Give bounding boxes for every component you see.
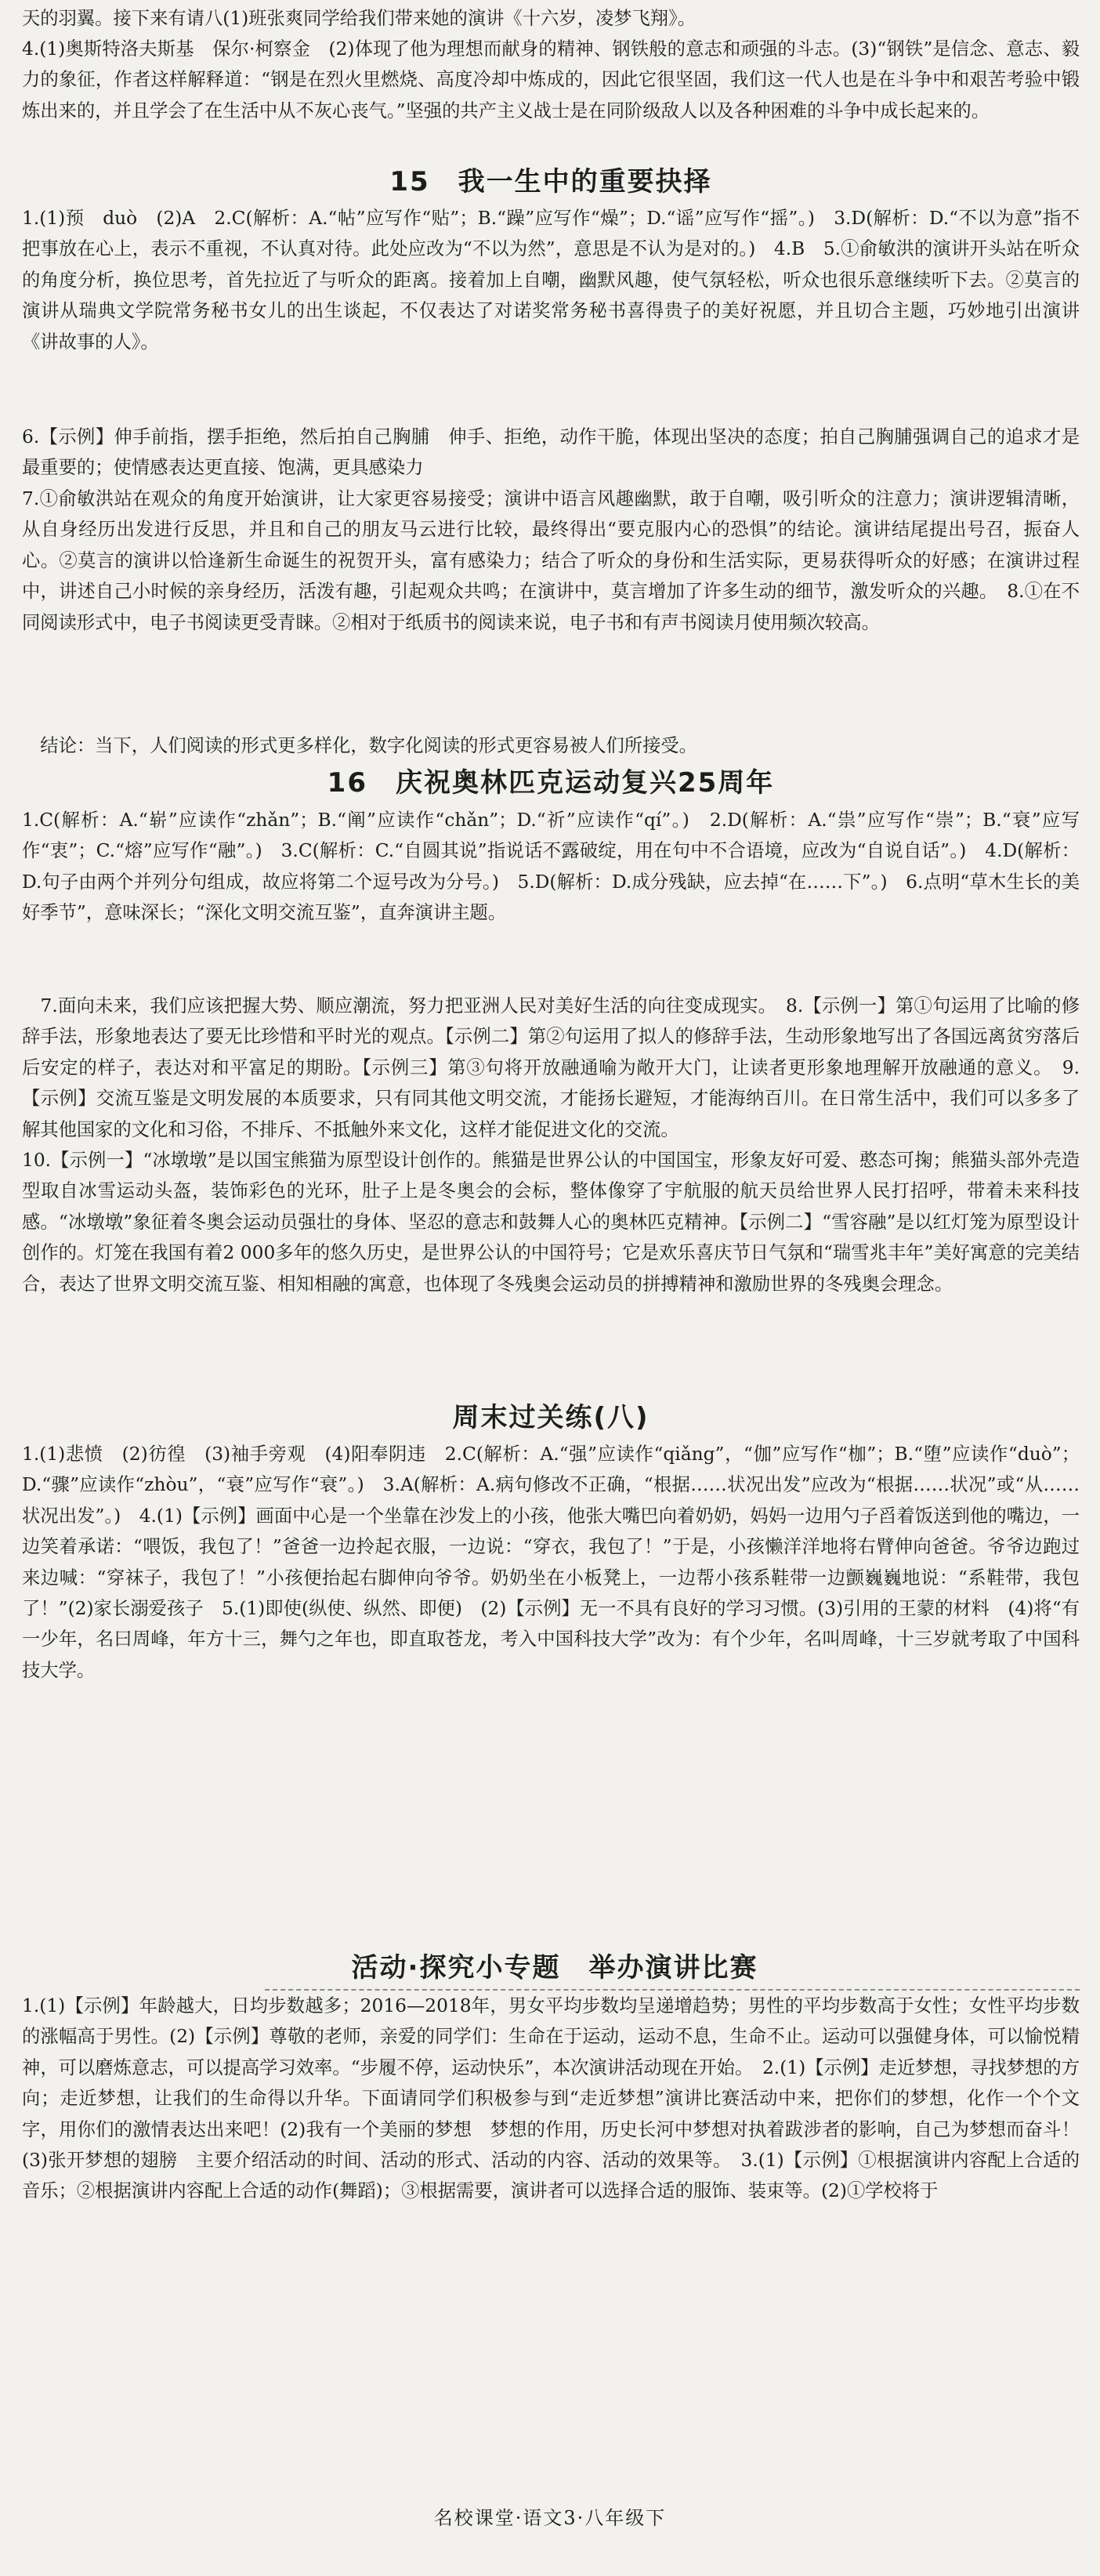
page-footer: 名校课堂·语文3·八年级下 xyxy=(433,2507,667,2529)
answer-paragraph: 7.面向未来，我们应该把握大势、顺应潮流，努力把亚洲人民对美好生活的向往变成现实。 8.【示例一】第①句运用了比喻的修辞手法，形象地表达了要无比珍惜和平时光的观点。【示例二】第②句运用了拟人的修辞手法，生动形象地写出了各国远离贫穷落后后安定的样子，表达对和平富足的期盼。【示例三】第③句将开放融通喻为敞开大门，让读者更形象地理解开放融通的意义。 9.【示例】交流互鉴是文明发展的本质要求，只有同其他文明交流，才能扬长避短，才能海纳百川。在日常生活中，我们可以多多了解其他国家的文化和习俗，不排斥、不抵触外来文化，这样才能促进文化的交流。 xyxy=(22,995,1080,1140)
section-heading: 16 庆祝奥林匹克运动复兴25周年 xyxy=(327,767,775,799)
answer-paragraph: 结论：当下，人们阅读的形式更多样化，数字化阅读的形式更容易被人们所接受。 xyxy=(22,735,697,756)
answer-paragraph: 4.(1)奥斯特洛夫斯基 保尔·柯察金 (2)体现了他为理想而献身的精神、钢铁般的意志和顽强的斗志。(3)“钢铁”是信念、意志、毅力的象征，作者这样解释道：“钢是在烈火里燃烧、高度冷却中炼成的，因此它很坚固，我们这一代人也是在斗争中和艰苦考验中锻炼出来的，并且学会了在生活中从不灰心丧气。”坚强的共产主义战士是在同阶级敌人以及各种困难的斗争中成长起来的。 xyxy=(22,38,1080,121)
answer-paragraph: 1.(1)【示例】年龄越大，日均步数越多；2016—2018年，男女平均步数均呈递增趋势；男性的平均步数高于女性；女性平均步数的涨幅高于男性。(2)【示例】尊敬的老师，亲爱的同学们：生命在于运动，运动不息，生命不止。运动可以强健身体，可以愉悦精神，可以磨炼意志，可以提高学习效率。“步履不停，运动快乐”，本次演讲活动现在开始。 2.(1)【示例】走近梦想，寻找梦想的方向；走近梦想，让我们的生命得以升华。下面请同学们积极参与到“走近梦想”演讲比赛活动中来，把你们的梦想，化作一个个文字，用你们的激情表达出来吧！(2)我有一个美丽的梦想 梦想的作用，历史长河中梦想对执着跋涉者的影响，自己为梦想而奋斗！(3)张开梦想的翅膀 主要介绍活动的时间、活动的形式、活动的内容、活动的效果等。 3.(1)【示例】①根据演讲内容配上合适的音乐；②根据演讲内容配上合适的动作(舞蹈)；③根据需要，演讲者可以选择合适的服饰、装束等。(2)①学校将于 xyxy=(22,1995,1080,2202)
answer-paragraph: 1.C(解析：A.“崭”应读作“zhǎn”；B.“阐”应读作“chǎn”；D.“祈”应读作“qí”。) 2.D(解析：A.“祟”应写作“崇”；B.“衰”应写作“衷”；C.“熔”应写作“融”。) 3.C(解析：C.“自圆其说”指说话不露破绽，用在句中不合语境，应改为“自说自话”。) 4.D(解析：D.句子由两个并列分句组成，故应将第二个逗号改为分号。) 5.D(解析：D.成分残缺，应去掉“在……下”。) 6.点明“草木生长的美好季节”，意味深长；“深化文明交流互鉴”，直奔演讲主题。 xyxy=(22,810,1080,924)
activity-divider-line xyxy=(265,1989,1080,1991)
section-heading: 活动·探究小专题 举办演讲比赛 xyxy=(351,1952,758,1984)
section-heading: 15 我一生中的重要抉择 xyxy=(389,166,712,197)
section-heading: 周末过关练(八) xyxy=(452,1402,650,1433)
answer-paragraph: 天的羽翼。接下来有请八(1)班张爽同学给我们带来她的演讲《十六岁，凌梦飞翔》。 xyxy=(22,8,697,29)
answer-paragraph: 10.【示例一】“冰墩墩”是以国宝熊猫为原型设计创作的。熊猫是世界公认的中国国宝，形象友好可爱、憨态可掬；熊猫头部外壳造型取自冰雪运动头盔，装饰彩色的光环，肚子上是冬奥会的会标，整体像穿了宇航服的航天员给世界人民打招呼，带着未来科技感。“冰墩墩”象征着冬奥会运动员强壮的身体、坚忍的意志和鼓舞人心的奥林匹克精神。【示例二】“雪容融”是以红灯笼为原型设计创作的。灯笼在我国有着2 000多年的悠久历史，是世界公认的中国符号；它是欢乐喜庆节日气氛和“瑞雪兆丰年”美好寓意的完美结合，表达了世界文明交流互鉴、相知相融的寓意，也体现了冬残奥会运动员的拼搏精神和激励世界的冬残奥会理念。 xyxy=(22,1150,1080,1295)
answer-paragraph: 6.【示例】伸手前指，摆手拒绝，然后拍自己胸脯 伸手、拒绝，动作干脆，体现出坚决的态度；拍自己胸脯强调自己的追求才是最重要的；使情感表达更直接、饱满，更具感染力 xyxy=(22,426,1080,479)
answer-paragraph: 1.(1)悲愤 (2)彷徨 (3)袖手旁观 (4)阳奉阴违 2.C(解析：A.“强”应读作“qiǎng”，“伽”应写作“枷”；B.“堕”应读作“duò”；D.“骤”应读作“zhòu”，“衰”应写作“衰”。) 3.A(解析：A.病句修改不正确，“根据……状况出发”应改为“根据……状况”或“从……状况出发”。) 4.(1)【示例】画面中心是一个坐靠在沙发上的小孩，他张大嘴巴向着奶奶，妈妈一边用勺子舀着饭送到他的嘴边，一边笑着承诺：“喂饭，我包了！”爸爸一边拎起衣服，一边说：“穿衣，我包了！”于是，小孩懒洋洋地将右臂伸向爸爸。爷爷边跑过来边喊：“穿袜子，我包了！”小孩便抬起右脚伸向爷爷。奶奶坐在小板凳上，一边帮小孩系鞋带一边颤巍巍地说：“系鞋带，我包了！”(2)家长溺爱孩子 5.(1)即使(纵使、纵然、即便) (2)【示例】无一不具有良好的学习习惯。(3)引用的王蒙的材料 (4)将“有一少年，名曰周峰，年方十三，舞勺之年也，即直取苍龙，考入中国科技大学”改为：有个少年，名叫周峰，十三岁就考取了中国科技大学。 xyxy=(22,1444,1080,1681)
answer-paragraph: 7.①俞敏洪站在观众的角度开始演讲，让大家更容易接受；演讲中语言风趣幽默，敢于自嘲，吸引听众的注意力；演讲逻辑清晰，从自身经历出发进行反思，并且和自己的朋友马云进行比较，最终得出“要克服内心的恐惧”的结论。演讲结尾提出号召，振奋人心。②莫言的演讲以恰逢新生命诞生的祝贺开头，富有感染力；结合了听众的身份和生活实际，更易获得听众的好感；在演讲过程中，讲述自己小时候的亲身经历，活泼有趣，引起观众共鸣；在演讲中，莫言增加了许多生动的细节，激发听众的兴趣。 8.①在不同阅读形式中，电子书阅读更受青睐。②相对于纸质书的阅读来说，电子书和有声书阅读月使用频次较高。 xyxy=(22,488,1080,633)
answer-paragraph: 1.(1)预 duò (2)A 2.C(解析：A.“帖”应写作“贴”；B.“躁”应写作“燥”；D.“谣”应写作“摇”。) 3.D(解析：D.“不以为意”指不把事放在心上，表示不重视，不认真对待。此处应改为“不以为然”，意思是不认为是对的。) 4.B 5.①俞敏洪的演讲开头站在听众的角度分析，换位思考，首先拉近了与听众的距离。接着加上自嘲，幽默风趣，使气氛轻松，听众也很乐意继续听下去。②莫言的演讲从瑞典文学院常务秘书女儿的出生谈起，不仅表达了对诺奖常务秘书喜得贵子的美好祝愿，并且切合主题，巧妙地引出演讲《讲故事的人》。 xyxy=(22,208,1080,353)
